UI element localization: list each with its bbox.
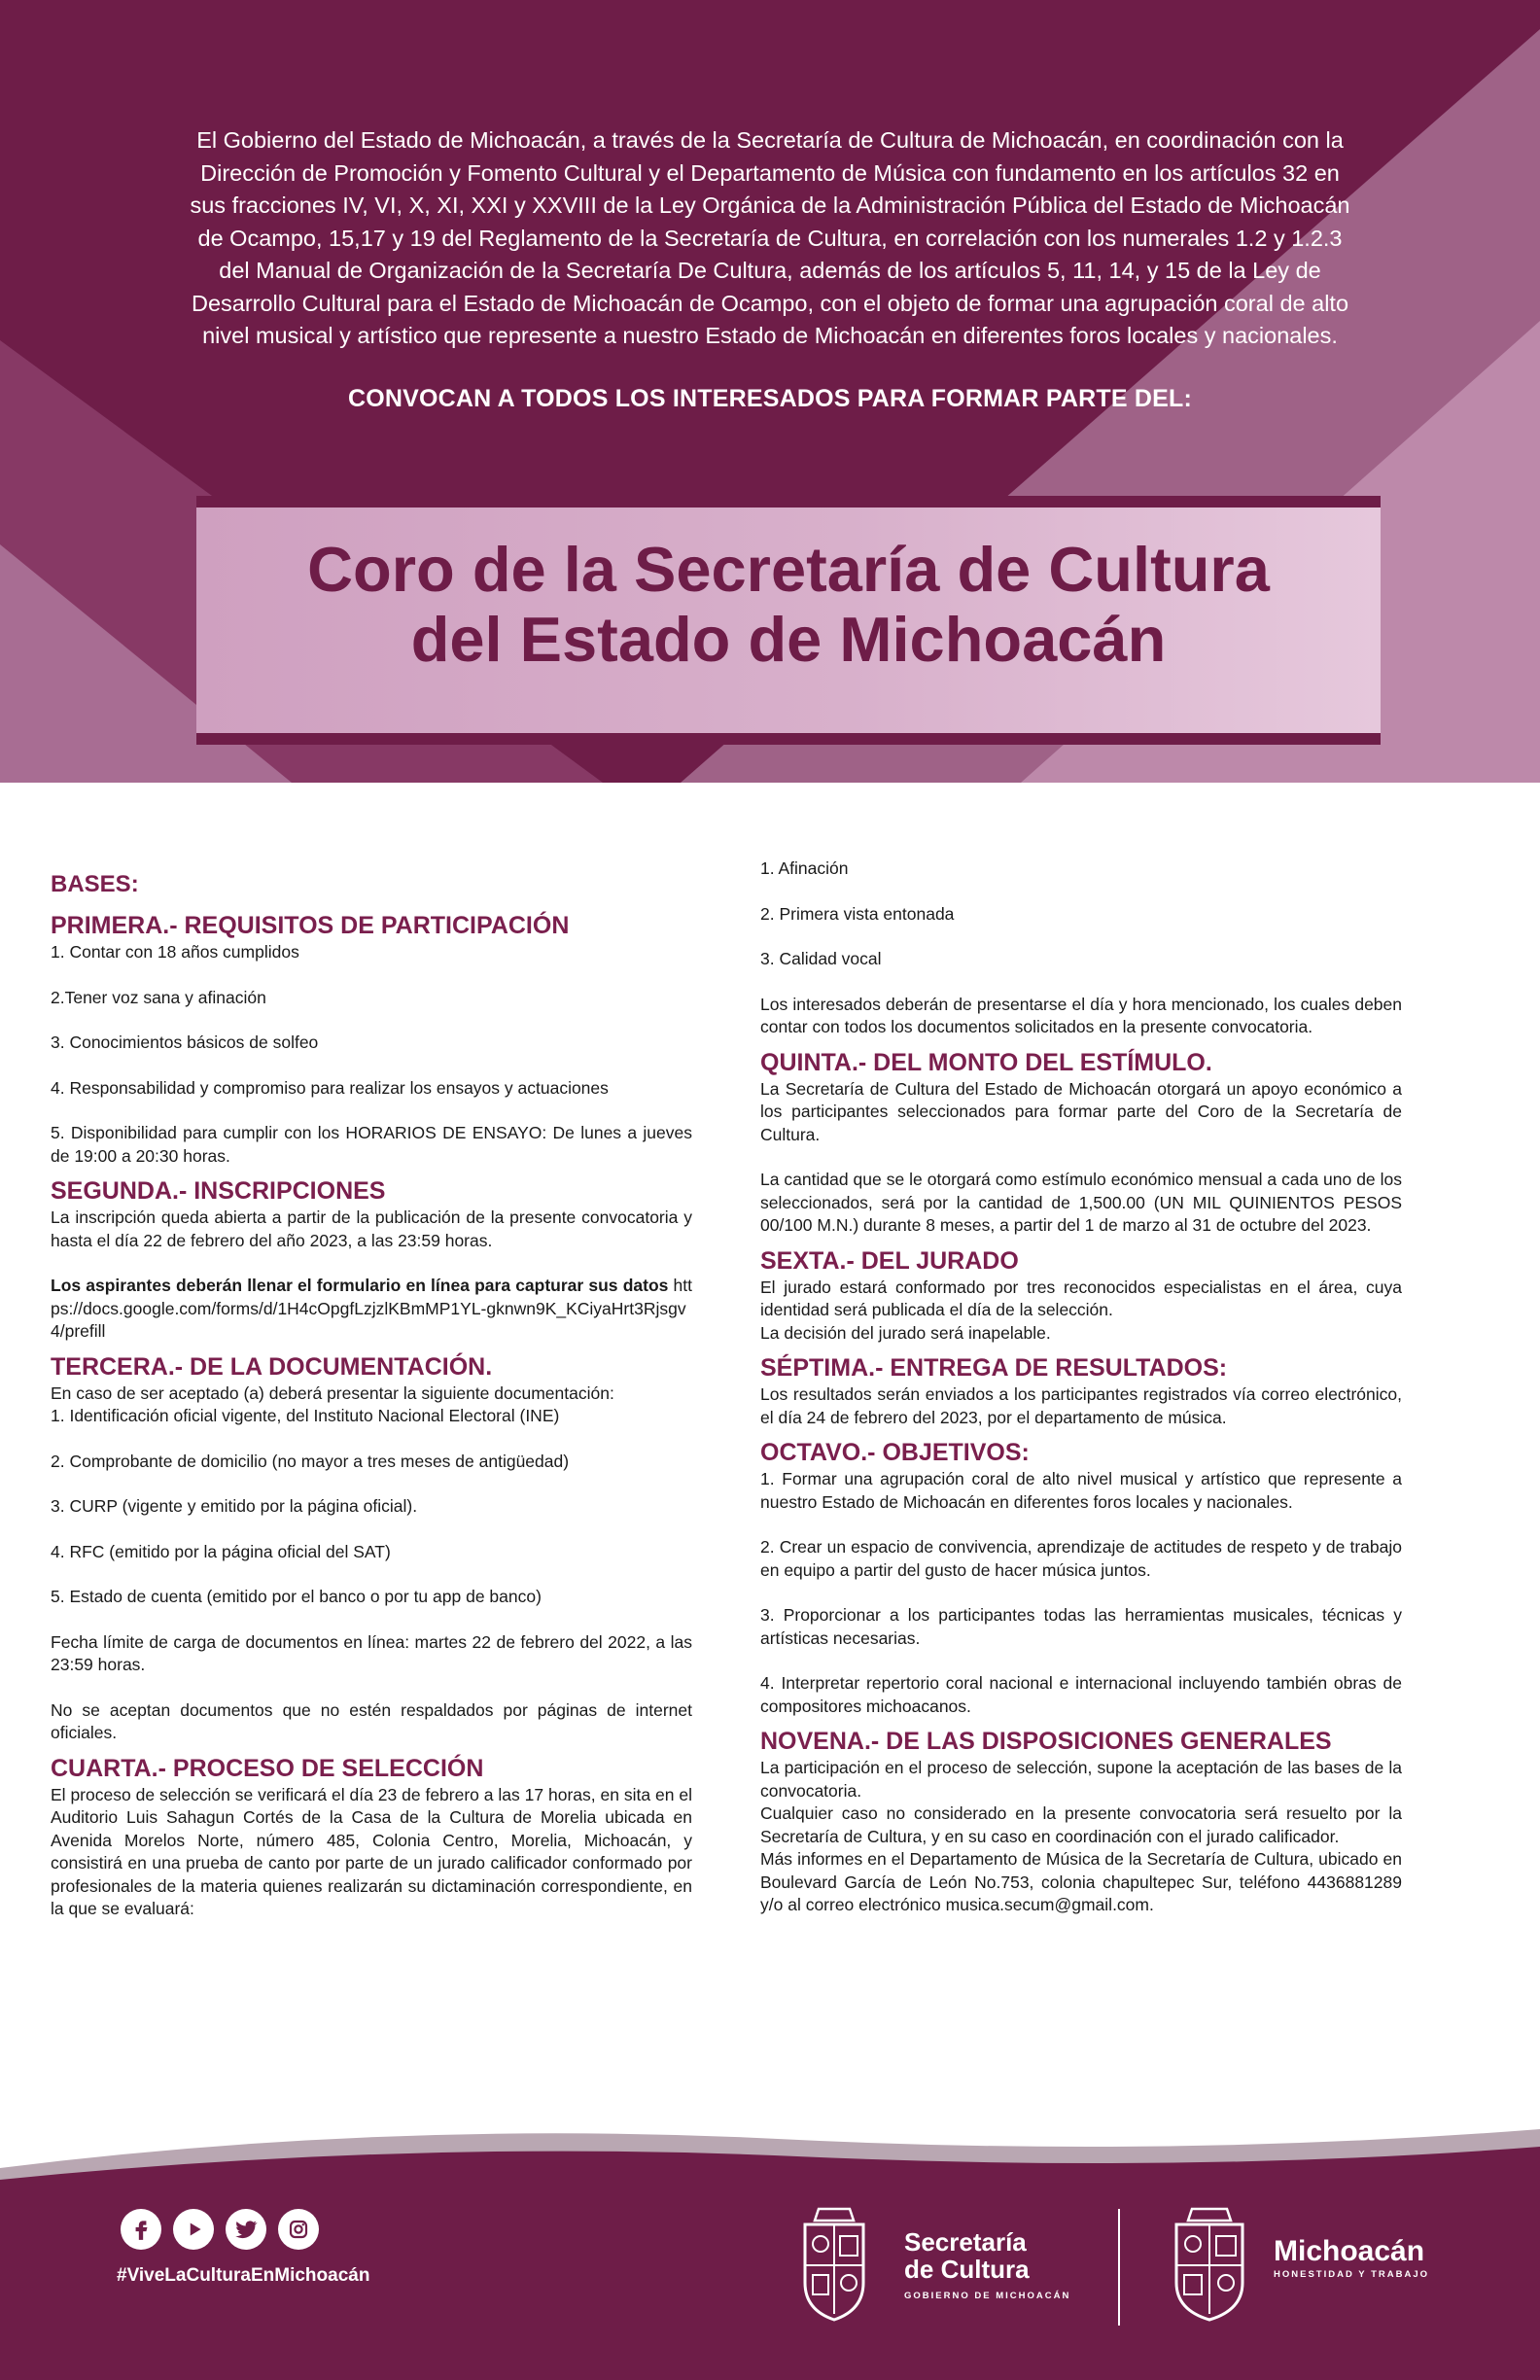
intro-line: del Manual de Organización de la Secretaría De Cultura, además de los artículos 5, 11, 14, y 15 de la Ley de: [219, 258, 1321, 283]
social-icons: [121, 2209, 319, 2250]
convocan-heading: CONVOCAN A TODOS LOS INTERESADOS PARA FORMAR PARTE DEL:: [348, 385, 1192, 412]
michoacan-coat-of-arms-icon: [1171, 2205, 1248, 2326]
section-heading-octavo: OCTAVO.- OBJETIVOS:: [760, 1439, 1030, 1466]
logo-divider: [1118, 2209, 1120, 2326]
list-item: 5. Estado de cuenta (emitido por el banco o por tu app de banco): [51, 1587, 542, 1606]
intro-paragraph: [97, 124, 1443, 353]
list-item: 4. Interpretar repertorio coral nacional e internacional incluyendo también obras de compositores michoacanos.: [760, 1673, 1402, 1716]
section-heading-quinta: QUINTA.- DEL MONTO DEL ESTÍMULO.: [760, 1048, 1212, 1076]
list-item: 2.Tener voz sana y afinación: [51, 987, 266, 1007]
coat-of-arms-icon: [799, 2205, 869, 2326]
michoacan-logo-text: [1274, 2235, 1429, 2280]
list-item: 1. Afinación: [760, 858, 849, 878]
list-item: 4. RFC (emitido por la página oficial del SAT): [51, 1541, 391, 1561]
intro-line: Dirección de Promoción y Fomento Cultural y el Departamento de Música con fundamento en los artículos 32 en: [200, 159, 1340, 186]
list-item: 1. Formar una agrupación coral de alto nivel musical y artístico que represente a nuestro Estado de Michoacán en diferentes foros locales y nacionales.: [760, 1469, 1402, 1512]
paragraph: En caso de ser aceptado (a) deberá presentar la siguiente documentación:: [51, 1382, 614, 1403]
title-box: [196, 496, 1381, 745]
header-banner: [0, 0, 1540, 783]
section-heading-novena: NOVENA.- DE LAS DISPOSICIONES GENERALES: [760, 1728, 1332, 1755]
form-link[interactable]: https://docs.google.com/forms/d/1H4cOpgfLzjzlKBmMP1YL-gknwn9K_KCiyaHrt3Rjsgv4/prefill: [51, 1276, 692, 1341]
logo-line: Secretaría: [904, 2227, 1027, 2257]
paragraph: La inscripción queda abierta a partir de la publicación de la presente convocatoria y hasta el día 22 de febrero del año 2023, a las 23:59 horas.: [51, 1208, 692, 1250]
twitter-icon[interactable]: [226, 2209, 266, 2250]
paragraph: No se aceptan documentos que no estén respaldados por páginas de internet oficiales.: [51, 1699, 692, 1742]
title-line: del Estado de Michoacán: [410, 604, 1167, 675]
logo-line: de Cultura: [904, 2255, 1030, 2284]
paragraph: Los interesados deberán de presentarse el día y hora mencionado, los cuales deben contar con todos los documentos solicitados en la presente convocatoria.: [760, 994, 1402, 1036]
intro-line: Desarrollo Cultural para el Estado de Michoacán de Ocampo, con el objeto de formar una agrupación coral de alto: [191, 290, 1349, 316]
paragraph: La participación en el proceso de selección, supone la aceptación de las bases de la convocatoria.: [760, 1758, 1402, 1801]
paragraph: Fecha límite de carga de documentos en línea: martes 22 de febrero del 2022, a las 23:59 horas.: [51, 1631, 692, 1674]
paragraph: La Secretaría de Cultura del Estado de Michoacán otorgará un apoyo económico a los participantes seleccionados para formar parte del Coro de la Secretaría de Cultura.: [760, 1078, 1402, 1144]
list-item: 4. Responsabilidad y compromiso para realizar los ensayos y actuaciones: [51, 1077, 609, 1098]
section-heading-septima: SÉPTIMA.- ENTREGA DE RESULTADOS:: [760, 1354, 1228, 1382]
list-item: 2. Crear un espacio de convivencia, aprendizaje de actitudes de respeto y de trabajo en equipo a partir del gusto de hacer música juntos.: [760, 1537, 1402, 1580]
list-item: 3. Proporcionar a los participantes todas las herramientas musicales, técnicas y artísticas necesarias.: [760, 1605, 1402, 1648]
paragraph: El jurado estará conformado por tres reconocidos especialistas en el área, cuya identidad será publicada el día de la selección.: [760, 1277, 1402, 1319]
list-item: 3. Calidad vocal: [760, 949, 882, 968]
list-item: 1. Contar con 18 años cumplidos: [51, 942, 299, 962]
paragraph: La cantidad que se le otorgará como estímulo económico mensual a cada uno de los seleccionados, será por la cantidad de 1,500.00 (UN MIL QUINIENTOS PESOS 00/100 M.N.) durante 8 meses, a partir del 1 de marzo al 31 de octubre del 2023.: [760, 1170, 1402, 1235]
section-heading-tercera: TERCERA.- DE LA DOCUMENTACIÓN.: [51, 1352, 493, 1381]
title-line: Coro de la Secretaría de Cultura: [307, 534, 1270, 605]
list-item: 3. Conocimientos básicos de solfeo: [51, 1032, 319, 1052]
list-item: 3. CURP (vigente y emitido por la página oficial).: [51, 1496, 418, 1516]
paragraph: Cualquier caso no considerado en la presente convocatoria será resuelto por la Secretaría de Cultura, y en su caso en coordinación con el jurado calificador.: [760, 1803, 1402, 1846]
intro-line: de Ocampo, 15,17 y 19 del Reglamento de la Secretaría de Cultura, en correlación con los numerales 1.2 y 1.2.3: [197, 225, 1343, 251]
title-box-top-bar: [196, 496, 1381, 508]
logo-subtitle: HONESTIDAD Y TRABAJO: [1274, 2269, 1429, 2280]
left-column: [51, 858, 692, 1943]
page-title: [196, 535, 1381, 675]
section-heading-primera: PRIMERA.- REQUISITOS DE PARTICIPACIÓN: [51, 912, 570, 939]
youtube-icon[interactable]: [173, 2209, 214, 2250]
paragraph: El proceso de selección se verificará el día 23 de febrero a las 17 horas, en sita en el Auditorio Luis Sahagun Cortés de la Casa de la Cultura de Morelia ubicada en Avenida Morelos Norte, número 485, Colonia Centro, Morelia, Michoacán, y consistirá en una prueba de canto por parte de un jurado calificador conformado por profesionales de la materia quienes realizarán su dictaminación correspondiente, en la que se evaluará:: [51, 1784, 692, 1918]
list-item: 1. Identificación oficial vigente, del Instituto Nacional Electoral (INE): [51, 1406, 560, 1425]
list-item: 2. Comprobante de domicilio (no mayor a tres meses de antigüedad): [51, 1451, 570, 1471]
secretaria-cultura-logo-text: [904, 2228, 1070, 2301]
section-heading-cuarta: CUARTA.- PROCESO DE SELECCIÓN: [51, 1754, 484, 1782]
instagram-icon[interactable]: [278, 2209, 319, 2250]
contact-paragraph: Más informes en el Departamento de Música de la Secretaría de Cultura, ubicado en Boulevard García de León No.753, colonia chapultepec Sur, teléfono 4436881289 y/o al correo electrónico musica.secum@gmail.com.: [760, 1849, 1402, 1914]
form-instructions: [51, 1275, 692, 1344]
form-instructions-text: Los aspirantes deberán llenar el formulario en línea para capturar sus datos: [51, 1276, 669, 1295]
intro-line: nivel musical y artístico que represente a nuestro Estado de Michoacán en diferentes foros locales y nacionales.: [202, 323, 1338, 348]
section-heading-segunda: SEGUNDA.- INSCRIPCIONES: [51, 1177, 386, 1205]
title-box-bottom-bar: [196, 733, 1381, 745]
bases-heading: BASES:: [51, 871, 139, 897]
paragraph: La decisión del jurado será inapelable.: [760, 1322, 1051, 1343]
list-item: 2. Primera vista entonada: [760, 903, 955, 924]
facebook-icon[interactable]: [121, 2209, 161, 2250]
list-item: 5. Disponibilidad para cumplir con los HORARIOS DE ENSAYO: De lunes a jueves de 19:00 a 20:30 horas.: [51, 1123, 692, 1166]
logo-subtitle: GOBIERNO DE MICHOACÁN: [904, 2291, 1071, 2301]
logo-name: Michoacán: [1274, 2235, 1425, 2267]
intro-line: sus fracciones IV, VI, X, XI, XXI y XXVIII de la Ley Orgánica de la Administración Pública del Estado de Michoacán: [190, 192, 1350, 218]
right-column: [760, 858, 1402, 1940]
intro-line: El Gobierno del Estado de Michoacán, a través de la Secretaría de Cultura de Michoacán, en coordinación con la: [196, 127, 1344, 153]
hashtag: #ViveLaCulturaEnMichoacán: [117, 2265, 370, 2286]
paragraph: Los resultados serán enviados a los participantes registrados vía correo electrónico, el día 24 de febrero del 2023, por el departamento de música.: [760, 1384, 1402, 1427]
section-heading-sexta: SEXTA.- DEL JURADO: [760, 1246, 1019, 1275]
